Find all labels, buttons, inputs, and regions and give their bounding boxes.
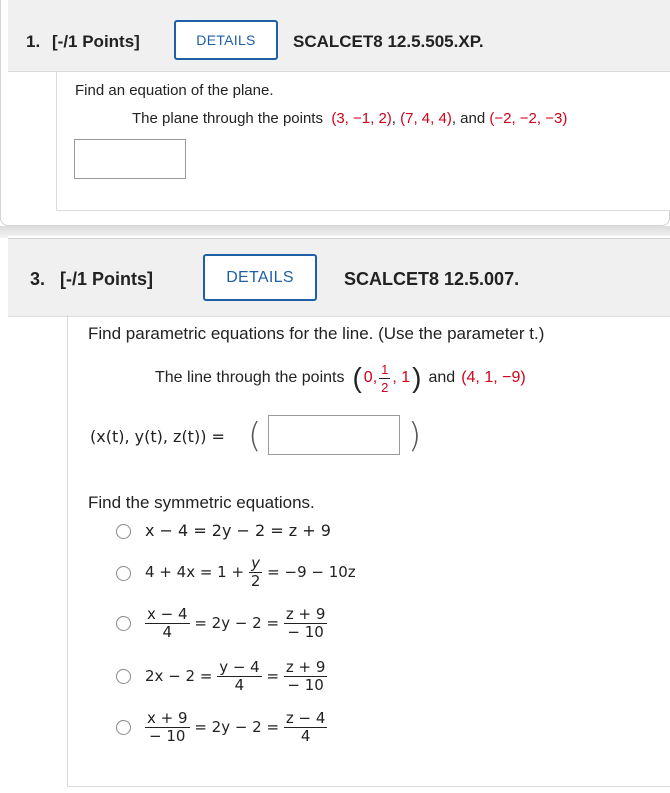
option-4-denominator-1: 4: [234, 675, 245, 694]
parametric-equations-input[interactable]: [268, 415, 400, 455]
point-2: (7, 4, 4): [400, 110, 452, 127]
param-close-paren: ): [408, 416, 422, 456]
option-4-middle: =: [266, 667, 280, 685]
option-3-denominator-2: − 10: [287, 622, 324, 641]
option-5-fraction-1: [145, 710, 190, 745]
question-3-statement-line: [155, 358, 526, 398]
option-5-denominator-1: − 10: [149, 726, 186, 745]
option-5-numerator-1: x + 9: [147, 708, 188, 727]
and-text: and: [428, 369, 456, 386]
parametric-label: (x(t), y(t), z(t)) =: [90, 427, 225, 446]
param-open-paren: (: [248, 416, 262, 456]
option-5-text: [145, 707, 327, 747]
option-4-denominator-2: − 10: [287, 675, 324, 694]
option-2-numerator: y: [249, 555, 263, 573]
symmetric-prompt: Find the symmetric equations.: [88, 493, 315, 512]
close-paren: ): [412, 362, 422, 393]
point-3: (−2, −2, −3): [489, 110, 568, 127]
question-1-instruction: Find an equation of the plane.: [75, 82, 274, 99]
question-1-statement-line: The plane through the points (3, −1, 2), (7, 4, 4), and (−2, −2, −3): [132, 110, 568, 127]
option-3-radio[interactable]: [116, 616, 131, 631]
option-4-lead: 2x − 2 =: [145, 667, 213, 685]
option-3-numerator-2: z + 9: [285, 604, 326, 623]
option-4-fraction-2: [284, 659, 328, 694]
option-1-radio[interactable]: [116, 524, 131, 539]
question-3-code: SCALCET8 12.5.007.: [344, 269, 520, 289]
option-5-denominator-2: 4: [300, 726, 311, 745]
point-1-z: , 1: [392, 369, 411, 386]
option-4-radio[interactable]: [116, 669, 131, 684]
question-3-header: [8, 238, 670, 317]
statement-text: The plane through the points: [132, 110, 323, 127]
option-4-numerator-1: y − 4: [219, 657, 260, 676]
details-button[interactable]: DETAILS: [203, 254, 317, 301]
point-1-y-numerator: 1: [381, 361, 389, 377]
point-1: (3, −1, 2): [331, 110, 392, 127]
details-button[interactable]: DETAILS: [174, 20, 278, 60]
option-2-fraction: [249, 555, 263, 590]
option-3-numerator-1: x − 4: [147, 604, 188, 623]
open-paren: (: [352, 362, 362, 393]
plane-equation-input[interactable]: [74, 139, 186, 179]
question-3-points: [-/1 Points]: [60, 269, 153, 289]
option-2-radio[interactable]: [116, 566, 131, 581]
option-4-numerator-2: z + 9: [285, 657, 326, 676]
question-1-code: SCALCET8 12.5.505.XP.: [293, 32, 484, 51]
option-5-numerator-2: z − 4: [285, 708, 326, 727]
statement-text: The line through the points: [155, 369, 345, 386]
option-3-fraction-2: [284, 606, 328, 641]
option-5-fraction-2: [284, 710, 328, 745]
question-3-instruction: Find parametric equations for the line. (Use the parameter t.): [88, 324, 545, 343]
point-1-y-fraction: [379, 361, 390, 396]
option-2-lead: 4 + 4x = 1 +: [145, 563, 245, 581]
option-3-fraction-1: [145, 606, 190, 641]
point-1-x: 0,: [363, 369, 378, 386]
option-2-tail: = −9 − 10z: [267, 563, 356, 581]
option-5-radio[interactable]: [116, 720, 131, 735]
option-5-middle: = 2y − 2 =: [194, 718, 280, 736]
and-text: and: [460, 110, 486, 127]
point-1: [352, 361, 421, 396]
point-2: (4, 1, −9): [461, 369, 526, 386]
option-1-text: x − 4 = 2y − 2 = z + 9: [145, 521, 331, 540]
option-3-denominator-1: 4: [162, 622, 173, 641]
option-2-text: [145, 552, 356, 592]
option-2-denominator: 2: [250, 571, 261, 590]
option-3-text: [145, 603, 327, 643]
point-1-y-denominator: 2: [381, 379, 389, 395]
option-3-middle: = 2y − 2 =: [194, 614, 280, 632]
question-1-points: [-/1 Points]: [52, 32, 140, 51]
question-3-number: 3.: [30, 269, 46, 289]
option-4-fraction-1: [217, 659, 262, 694]
question-3-body: [67, 315, 670, 787]
question-1-body: [56, 72, 670, 211]
option-4-text: [145, 656, 327, 696]
question-1-number: 1.: [26, 32, 41, 51]
question-1-header: [8, 0, 670, 72]
